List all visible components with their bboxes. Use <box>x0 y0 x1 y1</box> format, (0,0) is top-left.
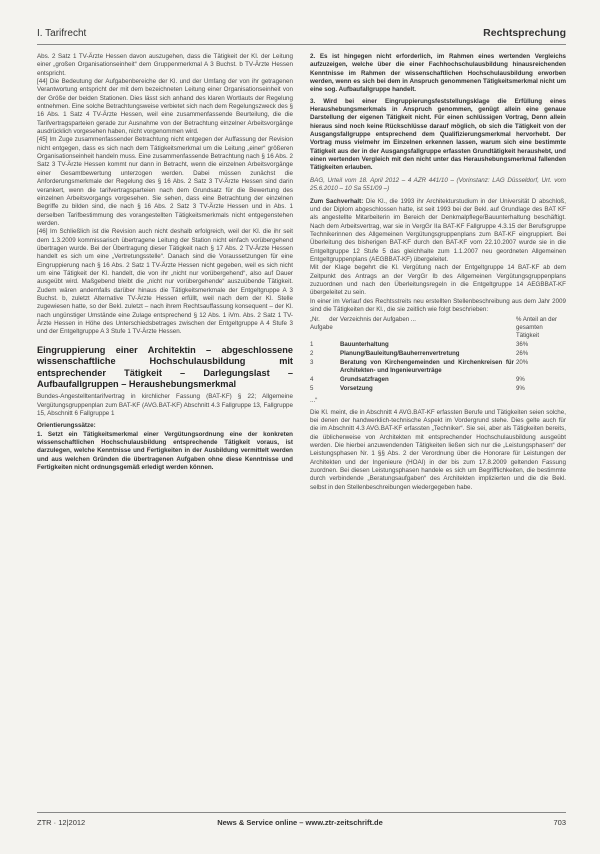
table-cell: 36% <box>516 341 529 349</box>
table-row <box>310 359 566 376</box>
paragraph: Abs. 2 Satz 1 TV-Ärzte Hessen davon auszugehen, dass die Tätigkeit der Kl. der Leitung einer „großen Organisationseinheit“ dem Gruppenmerkmal A 3 Buchst. b TV-Ärzte Hessen entspricht. <box>37 53 293 77</box>
paragraph: [46] Im Schließlich ist die Revision auch nicht deshalb erfolgreich, weil der Kl. die ihr seit dem 1.3.2009 kommissarisch übertragene Leitung der Station nicht einfach vorübergehend übertragen wurde. Bei der Übertragung dieser Tätigkeit nach § 17 Abs. 2 TV-Ärzte Hessen handelt es sich um eine „Vertretungsstelle“. Danach sind die Voraussetzungen für eine Eingruppierung nach § 16 Abs. 2 Satz 1 TV-Ärzte Hessen nicht gegeben, weil es sich nicht um eine Tätigkeit der Kl. handelt, die von ihr „nicht nur vorübergehend“, also auf Dauer ausgeübt wird. Maßgebend bleibt die „nicht nur vorübergehende“ auszuübende Tätigkeit. Zudem wären andernfalls darüber hinaus die Tätigkeitsmerkmale der Entgeltgruppe A 3 Buchst. b, zuletzt Alternative TV-Ärzte Hessen erfüllt, weil nach dem der Kl. Stelle zugewiesen hatte, so der Bekl. zuletzt – nach ihrem Rechtsauffassung konsequent – der Kl. nach ungünstiger Umstände eine Zulage entsprechend § 12 Abs. 1 iVm. Abs. 2 Satz 1 TV-Ärzte Hessen in Höhe des Unterschiedsbetrages zwischen der Entgeltgruppe A 4 Stufe 3 und der Entgeltgruppe A 3 Stufe 1 TV-Ärzte Hessen. <box>37 228 293 336</box>
paragraph: [44] Die Bedeutung der Aufgabenbereiche der Kl. und der Umfang der von ihr getragenen Verantwortung entspricht der mit dem bezeichneten Leitung einer Organisationseinheit von der Größe der beiden Stationen. Dies lässt sich anhand des klaren Wortlauts der Regelung entnehmen. Eine solche Betrachtungsweise verbietet sich nach dem Regelungszweck des § 16 Abs. 1 Satz 4 TV-Ärzte Hessen, weil eine zusammenfassende Beurteilung, die die Tarifvertragsparteien gerade zur Ausnahme von der Betrachtung einzelner Arbeitsvorgänge ausdrücklich vorgesehen haben, nicht vorgenommen wird. <box>37 78 293 136</box>
page-number: 703 <box>553 818 566 827</box>
left-column <box>37 53 293 472</box>
footer-website: News & Service online – www.ztr-zeitschrift.de <box>217 818 383 827</box>
table-row <box>310 385 566 394</box>
table-header-cell: „Nr. der Aufgabe <box>310 316 338 332</box>
orientation-text: 3. Wird bei einer Eingruppierungsfeststellungsklage die Erfüllung eines Heraushebungsmerkmals in Anspruch genommen, genügt allein eine genaue Darstellung der eigenen Tätigkeit nicht. Für einen schlüssigen Vortrag, Denn allein hieraus sind noch keine Rückschlüsse darauf möglich, ob sich die Tätigkeit von der Ausgangsfallgruppe entsprechend dem Qualifizierungsmerkmal hervorhebt. Der Vortrag muss vielmehr im Einzelnen erkennen lassen, warum sich eine bestimmte Tätigkeit aus der in der Ausgangsfallgruppe erfassten Grundtätigkeit heraushebt, und einen wertenden Vergleich mit den nicht unter das Heraushebungsmerkmal fallenden Tätigkeiten erlauben. <box>310 97 566 172</box>
table-cell: Bauunterhaltung <box>340 341 389 349</box>
table-cell: 26% <box>516 350 529 358</box>
facts-lead: Zum Sachverhalt: <box>310 197 364 205</box>
table-header-cell: Verzeichnis der Aufgaben ... <box>340 316 416 324</box>
table-cell: 2 <box>310 350 314 358</box>
paragraph: Mit der Klage begehrt die Kl. Vergütung nach der Entgeltgruppe 14 BAT-KF ab dem Zeitpunkt des Antrags an der VergGr Ib des Allgemeinen Vergütungsgruppenplans zuzuordnen und nach den Überleitungsregeln in die Entgeltgruppe 14 AEGBBAT-KF übergeleitet zu sein. <box>310 264 566 297</box>
table-cell: 1 <box>310 341 314 349</box>
footer-divider <box>37 812 566 813</box>
paragraph: In einer im Verlauf des Rechtsstreits neu erstellten Stellenbeschreibung aus dem Jahr 2009 sind die Tätigkeiten der Kl., die sie zeitlich wie folgt beschrieben: <box>310 297 566 313</box>
section-label: I. Tarifrecht <box>37 28 87 39</box>
table-header-cell: % Anteil an der gesamten Tätigkeit <box>516 316 557 340</box>
article-heading: Eingruppierung einer Architektin – abgeschlossene wissenschaftliche Hochschulausbildung mit entsprechender Tätigkeit – Darlegungslast – Aufbaufallgruppen – Heraushebungsmerkmal <box>37 344 293 389</box>
facts-text: Die Kl., die 1993 ihr Architekturstudium in der Universität D abschloß, und der Diplom abgeschlossen hatte, ist seit 1993 bei der Bekl. auf Grundlage des BAT KF als angestellte Mitarbeiterin im Bereich der Denkmalpflege/Bauunterhaltung beschäftigt. Nach dem Arbeitsvertrag, war sie in VergGr IIa BAT-KF Fallgruppe 4.3.15 der Berufsgruppe Technikerinnen des Allgemeinen Vergütungsgruppenplans zum BAT-KF eingruppiert. Bei Überleitung des bisherigen BAT-KF durch den BAT-KF vom 22.10.2007 wurde sie in die Entgeltgruppe 12 Stufe 5 das gleichhalte zum 1.1.2007 neu geordneten Allgemeinen Entgeltgruppenplans (AEGBBAT-KF) übergeleitet. <box>310 197 566 263</box>
table-cell: 4 <box>310 376 314 384</box>
table-header-row <box>310 316 566 341</box>
right-column <box>310 53 566 492</box>
table-row <box>310 350 566 359</box>
norms-reference: Bundes-Angestelltentarifvertrag in kirchlicher Fassung (BAT-KF) § 22; Allgemeine Vergütungsgruppenplan zum BAT-KF (AVG.BAT-KF) Abschnitt 4.3 Fallgruppe 13, Fallgruppe 15, Abschnitt 6 Fallgruppe 1 <box>37 393 293 417</box>
court-reference: BAG, Urteil vom 18. April 2012 – 4 AZR 441/10 – (Vorinstanz: LAG Düsseldorf, Urt. vom 25.6.2010 – 10 Sa 551/09 –) <box>310 176 566 193</box>
table-end: ...“ <box>310 397 318 405</box>
paragraph <box>310 198 566 265</box>
table-cell: 20% <box>516 359 529 367</box>
orientation-text: 1. Setzt ein Tätigkeitsmerkmal einer Vergütungsordnung eine der konkreten wissenschaftlichen Hochschulausbildung entsprechende Tätigkeit voraus, ist darzulegen, welche Kenntnisse und Fertigkeiten in der Ausbildung vermittelt werden und aus welchen Gründen die übertragenen Aufgaben ohne diese Kenntnisse und Fertigkeiten nicht ordnungsgemäß erledigt werden können. <box>37 430 293 472</box>
table-cell: 5 <box>310 385 314 393</box>
table-cell: Planung/Bauleitung/Bauherrenvertretung <box>340 350 460 358</box>
category-label: Rechtsprechung <box>483 27 566 39</box>
table-row <box>310 376 566 385</box>
tasks-table <box>310 316 566 394</box>
header-divider <box>37 44 566 45</box>
orientation-text: 2. Es ist hingegen nicht erforderlich, im Rahmen eines wertenden Vergleichs aufzuzeigen, welche über die einer Fachhochschulausbildung hinausreichenden Kenntnisse im Rahmen der wissenschaftlichen Hochschulausbildung erworben werden, wenn es sich bei dem in Anspruch genommenen Tätigkeitsmerkmal nicht um eine sog. Aufbaufallgruppe handelt. <box>310 53 566 94</box>
paragraph: Die Kl. meint, die in Abschnitt 4 AVG.BAT-KF erfassten Berufe und Tätigkeiten seien solche, bei denen der handwerklich-technische Aspekt im Vordergrund stehe. Dies gelte auch für die im Abschnitt 4.3 AVG.BAT-KF erfassten „Techniker“. Sie sei, aber als Tätigkeiten bereits, die üblicherweise von Architekten mit entsprechender Hochschulausbildung ausgeübt werden. Die hierbei anzuwendenden Tätigkeiten ließen sich nur die „Leistungsphasen“ der Leistungsphasen Nr. 1 §§ Abs. 2 der Verordnung über die Honorare für Leistungen der Architekten und der Ingenieure (HOAI) in der bis zum 17.8.2009 geltenden Fassung zuordnen. Bei diesen Leistungsphasen handele es sich um Begrifflichkeiten, die bestimmte durch verbindende „Beratungsaufgaben“ des Architekten implizierten und die die Bekl. selbst in den Stellenbeschreibungen wiedergegeben habe. <box>310 408 566 491</box>
journal-issue: ZTR · 12|2012 <box>37 818 86 827</box>
table-cell: 3 <box>310 359 314 367</box>
orientation-heading: Orientierungssätze: <box>37 422 96 430</box>
table-row <box>310 341 566 350</box>
table-cell: Vorsetzung <box>340 385 373 393</box>
table-cell: 9% <box>516 376 525 384</box>
table-cell: Grundsatzfragen <box>340 376 389 384</box>
table-cell: 9% <box>516 385 525 393</box>
paragraph: [45] Im Zuge zusammenfassender Betrachtung nicht entgegen der Auffassung der Revision nicht entgegen, dass es sich nach dem Tätigkeitsmerkmal um die Leitung „einer“ größeren Organisationseinheit handeln muss. Eine zusammenfassende Betrachtung nach § 16 Abs. 2 Satz 3 TV-Ärzte Hessen kommt nur dann in Betracht, wenn die einzelnen Arbeitsvorgänge einer Gesamtbewertung unterzogen werden. Dabei müssen zunächst die Anforderungsmerkmale der Regelung des § 16 Abs. 2 Satz 3 TV-Ärzte Hessen sind darin verankert, wenn die tarifvertragsparteien nach dem Grundsatz für die Bewertung des einzelnen Arbeitsvorgangs vorgesehen. Sie sehen, dass eine Betrachtung der einzelnen Begriffe zu bilden sind, die nach § 16 Abs. 2 Satz 3 TV-Ärzte Hessen und in Abs. 1 derselben Tarifbestimmung des vorangestellten Tätigkeitsmerkmals nicht entgegenstehen werden. <box>37 136 293 227</box>
table-cell: Beratung von Kirchengemeinden und Kirchenkreisen für Architekten- und Ingenieurverträge <box>340 359 514 375</box>
